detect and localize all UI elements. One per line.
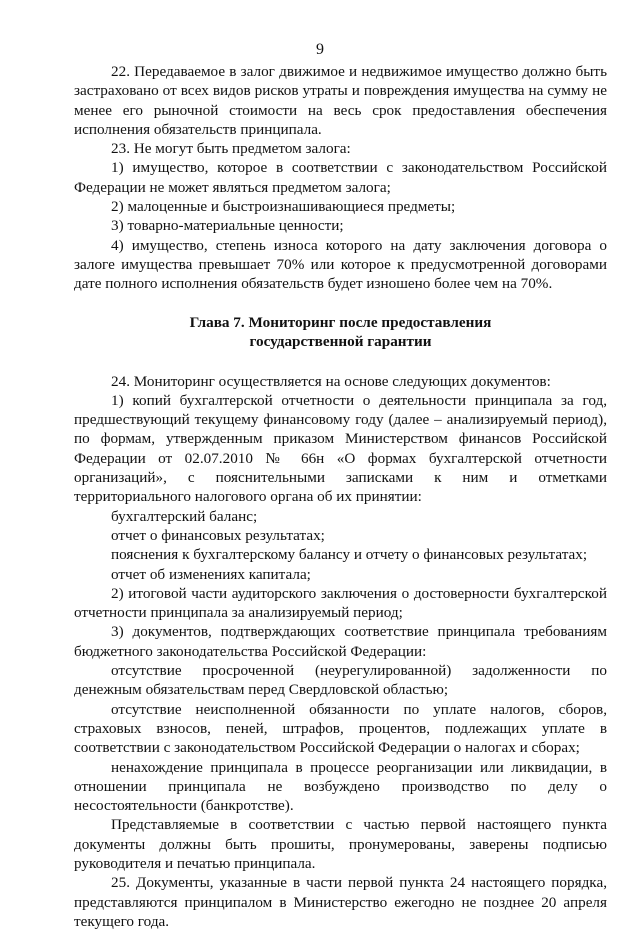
sub-item-capital-changes: отчет об изменениях капитала;	[111, 565, 311, 583]
paragraph-24: 24. Мониторинг осуществляется на основе следующих документов:	[111, 372, 551, 390]
chapter-title-line-2: государственной гарантии	[249, 332, 432, 350]
document-body	[74, 62, 607, 931]
list-item-24-3: 3) документов, подтверждающих соответствие принципала требованиям бюджетного законодательства Российской Федерации:	[74, 623, 607, 660]
paragraph-23: 23. Не могут быть предметом залога:	[111, 140, 351, 158]
list-item-24-1: 1) копий бухгалтерской отчетности о деятельности принципала за год, предшествующий текущему финансовому году (далее – анализируемый период), по формам, утвержденным приказом Министерством финансов Российской Федерации от 02.07.2010 № 66н «О формах бухгалтерской отчетности организаций», с пояснительными записками к ним и отметками территориального налогового органа об их принятии:	[74, 391, 607, 506]
sub-item-no-reorganization: ненахождение принципала в процессе реорганизации или ликвидации, в отношении принципала не возбуждено производство по делу о несостоятельности (банкротстве).	[74, 758, 607, 815]
paragraph-documents-requirements: Представляемые в соответствии с частью первой настоящего пункта документы должны быть прошиты, пронумерованы, заверены подписью руководителя и печатью принципала.	[74, 816, 607, 872]
page-number: 9	[316, 41, 324, 58]
list-item-23-2: 2) малоценные и быстроизнашивающиеся предметы;	[111, 198, 456, 216]
chapter-heading	[74, 313, 607, 351]
chapter-title-line-1: Глава 7. Мониторинг после предоставления	[189, 313, 492, 331]
sub-item-balance: бухгалтерский баланс;	[111, 507, 258, 525]
sub-item-no-overdue-debt: отсутствие просроченной (неурегулированной) задолженности по денежным обязательствам перед Свердловской областью;	[74, 662, 607, 699]
sub-item-explanations: пояснения к бухгалтерскому балансу и отчету о финансовых результатах;	[111, 546, 588, 564]
list-item-23-1: 1) имущество, которое в соответствии с законодательством Российской Федерации не может являться предметом залога;	[74, 159, 607, 196]
sub-item-financial-results: отчет о финансовых результатах;	[111, 526, 325, 544]
paragraph-22: 22. Передаваемое в залог движимое и недвижимое имущество должно быть застраховано от всех видов рисков утраты и повреждения имущества на сумму не менее его рыночной стоимости на весь срок предоставления обеспечения исполнения обязательств принципала.	[74, 63, 607, 138]
sub-item-no-tax-obligations: отсутствие неисполненной обязанности по уплате налогов, сборов, страховых взносов, пеней, штрафов, процентов, подлежащих уплате в соответствии с законодательством Российской Федерации о налогах и сборах;	[74, 700, 607, 757]
paragraph-25: 25. Документы, указанные в части первой пункта 24 настоящего порядка, представляются принципалом в Министерство ежегодно не позднее 20 апреля текущего года.	[74, 874, 607, 930]
list-item-23-3: 3) товарно-материальные ценности;	[111, 217, 344, 235]
list-item-24-2: 2) итоговой части аудиторского заключения о достоверности бухгалтерской отчетности принципала за анализируемый период;	[74, 584, 607, 622]
list-item-23-4: 4) имущество, степень износа которого на дату заключения договора о залоге имущества превышает 70% или которое к предусмотренной договорами дате полного исполнения обязательств будет изношено более чем на 70%.	[74, 236, 607, 293]
